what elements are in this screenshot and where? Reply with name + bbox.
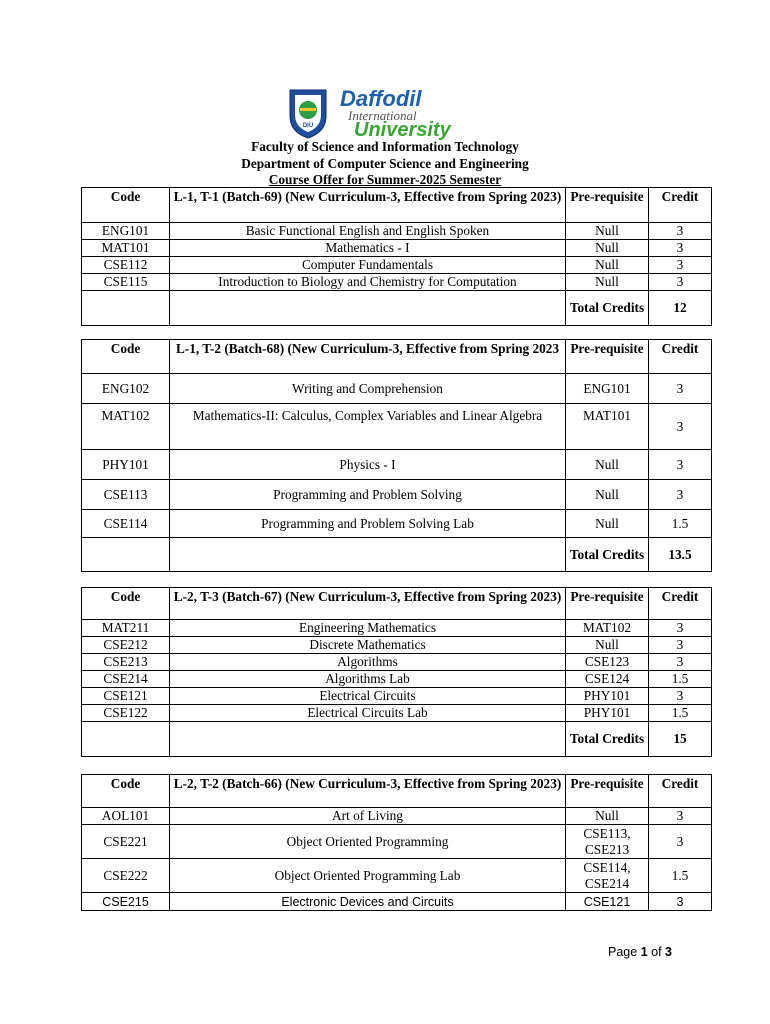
logo-daffodil: Daffodil bbox=[340, 86, 422, 111]
table-row bbox=[82, 374, 712, 404]
course-prereq: MAT102 bbox=[566, 620, 649, 637]
total-credits-label: Total Credits bbox=[566, 538, 649, 572]
logo-international: International bbox=[348, 108, 417, 123]
header-credit: Credit bbox=[649, 775, 712, 808]
course-table-l2t2 bbox=[81, 774, 712, 911]
course-name: Introduction to Biology and Chemistry for Computation bbox=[170, 274, 566, 291]
header-title: L-2, T-3 (Batch-67) (New Curriculum-3, Effective from Spring 2023) bbox=[170, 588, 566, 620]
table-row bbox=[82, 510, 712, 538]
header-credit: Credit bbox=[649, 188, 712, 223]
course-credit: 1.5 bbox=[649, 510, 712, 538]
course-code: CSE115 bbox=[82, 274, 170, 291]
course-prereq: Null bbox=[566, 257, 649, 274]
course-name: Engineering Mathematics bbox=[170, 620, 566, 637]
course-prereq: CSE124 bbox=[566, 671, 649, 688]
page-number: 1 bbox=[640, 945, 648, 959]
course-code: ENG101 bbox=[82, 223, 170, 240]
course-code: MAT102 bbox=[82, 404, 170, 450]
course-prereq: Null bbox=[566, 274, 649, 291]
header-code: Code bbox=[82, 340, 170, 374]
course-prereq: Null bbox=[566, 450, 649, 480]
logo-university: University bbox=[354, 119, 451, 140]
table-row bbox=[82, 223, 712, 240]
course-offer-title: Course Offer for Summer-2025 Semester bbox=[268, 172, 502, 187]
page-total: 3 bbox=[665, 945, 672, 959]
course-credit: 3 bbox=[649, 404, 712, 450]
course-credit: 3 bbox=[649, 808, 712, 825]
total-row bbox=[82, 538, 712, 572]
table-row bbox=[82, 620, 712, 637]
of-word: of bbox=[651, 945, 662, 959]
course-name: Physics - I bbox=[170, 450, 566, 480]
faculty-title: Faculty of Science and Information Technology bbox=[251, 139, 519, 154]
seal-text: DIU bbox=[302, 123, 314, 129]
course-credit: 3 bbox=[649, 654, 712, 671]
course-credit: 3 bbox=[649, 688, 712, 705]
header-code: Code bbox=[82, 588, 170, 620]
header-credit: Credit bbox=[649, 588, 712, 620]
course-credit: 3 bbox=[649, 374, 712, 404]
course-name: Electrical Circuits bbox=[170, 688, 566, 705]
course-credit: 3 bbox=[649, 637, 712, 654]
course-credit: 3 bbox=[649, 274, 712, 291]
table-row bbox=[82, 240, 712, 257]
header-prereq: Pre-requisite bbox=[566, 340, 649, 374]
course-prereq: CSE123 bbox=[566, 654, 649, 671]
total-credits-value: 15 bbox=[649, 722, 712, 757]
course-code: AOL101 bbox=[82, 808, 170, 825]
course-credit: 1.5 bbox=[649, 705, 712, 722]
course-name: Discrete Mathematics bbox=[170, 637, 566, 654]
course-prereq: PHY101 bbox=[566, 688, 649, 705]
course-prereq: Null bbox=[566, 510, 649, 538]
course-name: Mathematics - I bbox=[170, 240, 566, 257]
table-row bbox=[82, 450, 712, 480]
header-code: Code bbox=[82, 775, 170, 808]
course-credit: 3 bbox=[649, 620, 712, 637]
header-prereq: Pre-requisite bbox=[566, 188, 649, 223]
header-prereq: Pre-requisite bbox=[566, 775, 649, 808]
total-credits-label: Total Credits bbox=[566, 291, 649, 326]
table-row bbox=[82, 893, 712, 911]
header-prereq: Pre-requisite bbox=[566, 588, 649, 620]
course-credit: 3 bbox=[649, 257, 712, 274]
header-credit: Credit bbox=[649, 340, 712, 374]
course-table-l2t3 bbox=[81, 587, 712, 757]
table-row bbox=[82, 808, 712, 825]
course-prereq: PHY101 bbox=[566, 705, 649, 722]
total-credits-label: Total Credits bbox=[566, 722, 649, 757]
course-code: CSE114 bbox=[82, 510, 170, 538]
course-code: CSE214 bbox=[82, 671, 170, 688]
course-name: Basic Functional English and English Spoken bbox=[170, 223, 566, 240]
course-prereq: Null bbox=[566, 808, 649, 825]
course-name: Algorithms bbox=[170, 654, 566, 671]
course-code: ENG102 bbox=[82, 374, 170, 404]
table-row bbox=[82, 257, 712, 274]
page-word: Page bbox=[608, 945, 638, 959]
course-name: Programming and Problem Solving Lab bbox=[170, 510, 566, 538]
total-row bbox=[82, 722, 712, 757]
header-title: L-1, T-2 (Batch-68) (New Curriculum-3, Effective from Spring 2023 bbox=[170, 340, 566, 374]
table-row bbox=[82, 825, 712, 859]
course-name: Art of Living bbox=[170, 808, 566, 825]
university-logo bbox=[286, 86, 486, 140]
course-code: PHY101 bbox=[82, 450, 170, 480]
course-credit: 3 bbox=[649, 223, 712, 240]
course-credit: 3 bbox=[649, 240, 712, 257]
table-row bbox=[82, 274, 712, 291]
total-credits-value: 13.5 bbox=[649, 538, 712, 572]
course-name: Mathematics-II: Calculus, Complex Variables and Linear Algebra bbox=[170, 404, 566, 450]
header-title: L-2, T-2 (Batch-66) (New Curriculum-3, Effective from Spring 2023) bbox=[170, 775, 566, 808]
course-code: CSE215 bbox=[82, 893, 170, 911]
course-code: CSE221 bbox=[82, 825, 170, 859]
department-title: Department of Computer Science and Engineering bbox=[241, 155, 529, 171]
course-table-l1t1 bbox=[81, 187, 712, 326]
header-code: Code bbox=[82, 188, 170, 223]
course-name: Electronic Devices and Circuits bbox=[170, 893, 566, 911]
course-prereq: CSE114, CSE214 bbox=[566, 859, 649, 893]
course-credit: 1.5 bbox=[649, 859, 712, 893]
course-code: MAT101 bbox=[82, 240, 170, 257]
course-prereq: Null bbox=[566, 480, 649, 510]
table-row bbox=[82, 654, 712, 671]
course-prereq: CSE113, CSE213 bbox=[566, 825, 649, 859]
course-credit: 3 bbox=[649, 893, 712, 911]
course-name: Object Oriented Programming Lab bbox=[170, 859, 566, 893]
course-name: Algorithms Lab bbox=[170, 671, 566, 688]
course-prereq: ENG101 bbox=[566, 374, 649, 404]
document-header bbox=[0, 139, 770, 189]
header-title: L-1, T-1 (Batch-69) (New Curriculum-3, Effective from Spring 2023) bbox=[170, 188, 566, 223]
course-code: CSE122 bbox=[82, 705, 170, 722]
course-prereq: Null bbox=[566, 240, 649, 257]
course-code: CSE113 bbox=[82, 480, 170, 510]
course-name: Electrical Circuits Lab bbox=[170, 705, 566, 722]
table-row bbox=[82, 480, 712, 510]
page-footer bbox=[608, 945, 672, 959]
table-row bbox=[82, 637, 712, 654]
total-row bbox=[82, 291, 712, 326]
total-credits-value: 12 bbox=[649, 291, 712, 326]
course-prereq: Null bbox=[566, 223, 649, 240]
course-credit: 3 bbox=[649, 480, 712, 510]
course-credit: 3 bbox=[649, 450, 712, 480]
seal-icon bbox=[290, 90, 326, 138]
course-name: Programming and Problem Solving bbox=[170, 480, 566, 510]
table-row bbox=[82, 859, 712, 893]
course-table-l1t2 bbox=[81, 339, 712, 572]
course-code: MAT211 bbox=[82, 620, 170, 637]
course-code: CSE212 bbox=[82, 637, 170, 654]
course-name: Writing and Comprehension bbox=[170, 374, 566, 404]
table-row bbox=[82, 705, 712, 722]
table-row bbox=[82, 671, 712, 688]
course-credit: 3 bbox=[649, 825, 712, 859]
course-code: CSE213 bbox=[82, 654, 170, 671]
table-row bbox=[82, 688, 712, 705]
course-prereq: CSE121 bbox=[566, 893, 649, 911]
course-credit: 1.5 bbox=[649, 671, 712, 688]
course-prereq: Null bbox=[566, 637, 649, 654]
course-code: CSE222 bbox=[82, 859, 170, 893]
course-name: Object Oriented Programming bbox=[170, 825, 566, 859]
course-prereq: MAT101 bbox=[566, 404, 649, 450]
table-row bbox=[82, 404, 712, 450]
course-code: CSE121 bbox=[82, 688, 170, 705]
course-name: Computer Fundamentals bbox=[170, 257, 566, 274]
course-code: CSE112 bbox=[82, 257, 170, 274]
